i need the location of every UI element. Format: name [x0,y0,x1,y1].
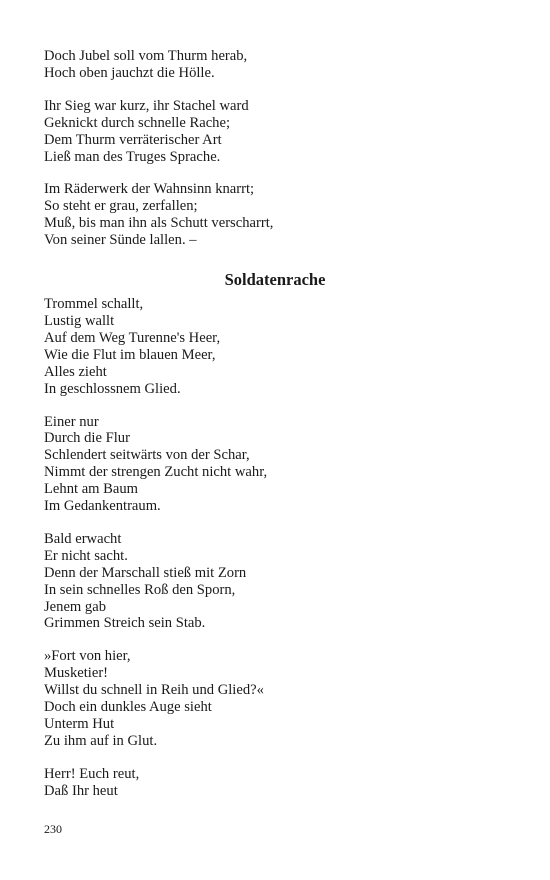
verse-line: Unterm Hut [44,716,115,732]
verse-line: Von seiner Sünde lallen. – [44,232,197,249]
verse-line: Durch die Flur [44,430,130,447]
verse-line: Daß Ihr heut [44,782,118,799]
verse-line: Willst du schnell in Reih und Glied?« [44,682,264,699]
verse-line: Wie die Flut im blauen Meer, [44,346,216,363]
verse-line: Herr! Euch reut, [44,765,140,782]
stanza [44,531,506,632]
verse-line: Lustig wallt [44,312,115,329]
stanza [44,414,506,515]
verse-line: Schlendert seitwärts von der Schar, [44,447,250,464]
poem-title: Soldatenrache [224,270,326,290]
verse-line: Lehnt am Baum [44,481,139,498]
verse-line: Ihr Sieg war kurz, ihr Stachel ward [44,97,249,114]
verse-line: Einer nur [44,413,99,430]
verse-line: Doch Jubel soll vom Thurm herab, [44,48,248,64]
verse-line: Hoch oben jauchzt die Hölle. [44,64,215,81]
verse-line: Im Räderwerk der Wahnsinn knarrt; [44,181,255,198]
verse-line: Nimmt der strengen Zucht nicht wahr, [44,464,268,481]
page-number: 230 [44,822,62,836]
verse-line: Alles zieht [44,363,107,380]
verse-line: Muß, bis man ihn als Schutt verscharrt, [44,215,274,232]
verse-line: Zu ihm auf in Glut. [44,732,158,749]
stanza [44,48,506,82]
verse-line: Er nicht sacht. [44,547,128,564]
verse-line: Denn der Marschall stieß mit Zorn [44,564,247,581]
verse-line: Doch ein dunkles Auge sieht [44,699,212,716]
verse-line: Grimmen Streich sein Stab. [44,615,206,632]
verse-line: Dem Thurm verräterischer Art [44,131,222,148]
stanza [44,648,506,749]
verse-line: Ließ man des Truges Sprache. [44,148,221,165]
stanza [44,766,506,800]
verse-line: In geschlossnem Glied. [44,380,181,397]
verse-line: Im Gedankentraum. [44,498,161,515]
verse-line: Trommel schallt, [44,296,144,313]
verse-line: Geknickt durch schnelle Rache; [44,114,230,131]
verse-line: Musketier! [44,665,109,682]
verse-line: »Fort von hier, [44,648,131,665]
page-text [44,48,506,800]
verse-line: In sein schnelles Roß den Sporn, [44,581,236,598]
verse-line: Jenem gab [44,598,107,615]
verse-line: Auf dem Weg Turenne's Heer, [44,329,221,346]
stanza [44,181,506,249]
stanza [44,98,506,166]
verse-line: So steht er grau, zerfallen; [44,198,198,215]
verse-line: Bald erwacht [44,530,122,547]
stanza [44,296,506,397]
